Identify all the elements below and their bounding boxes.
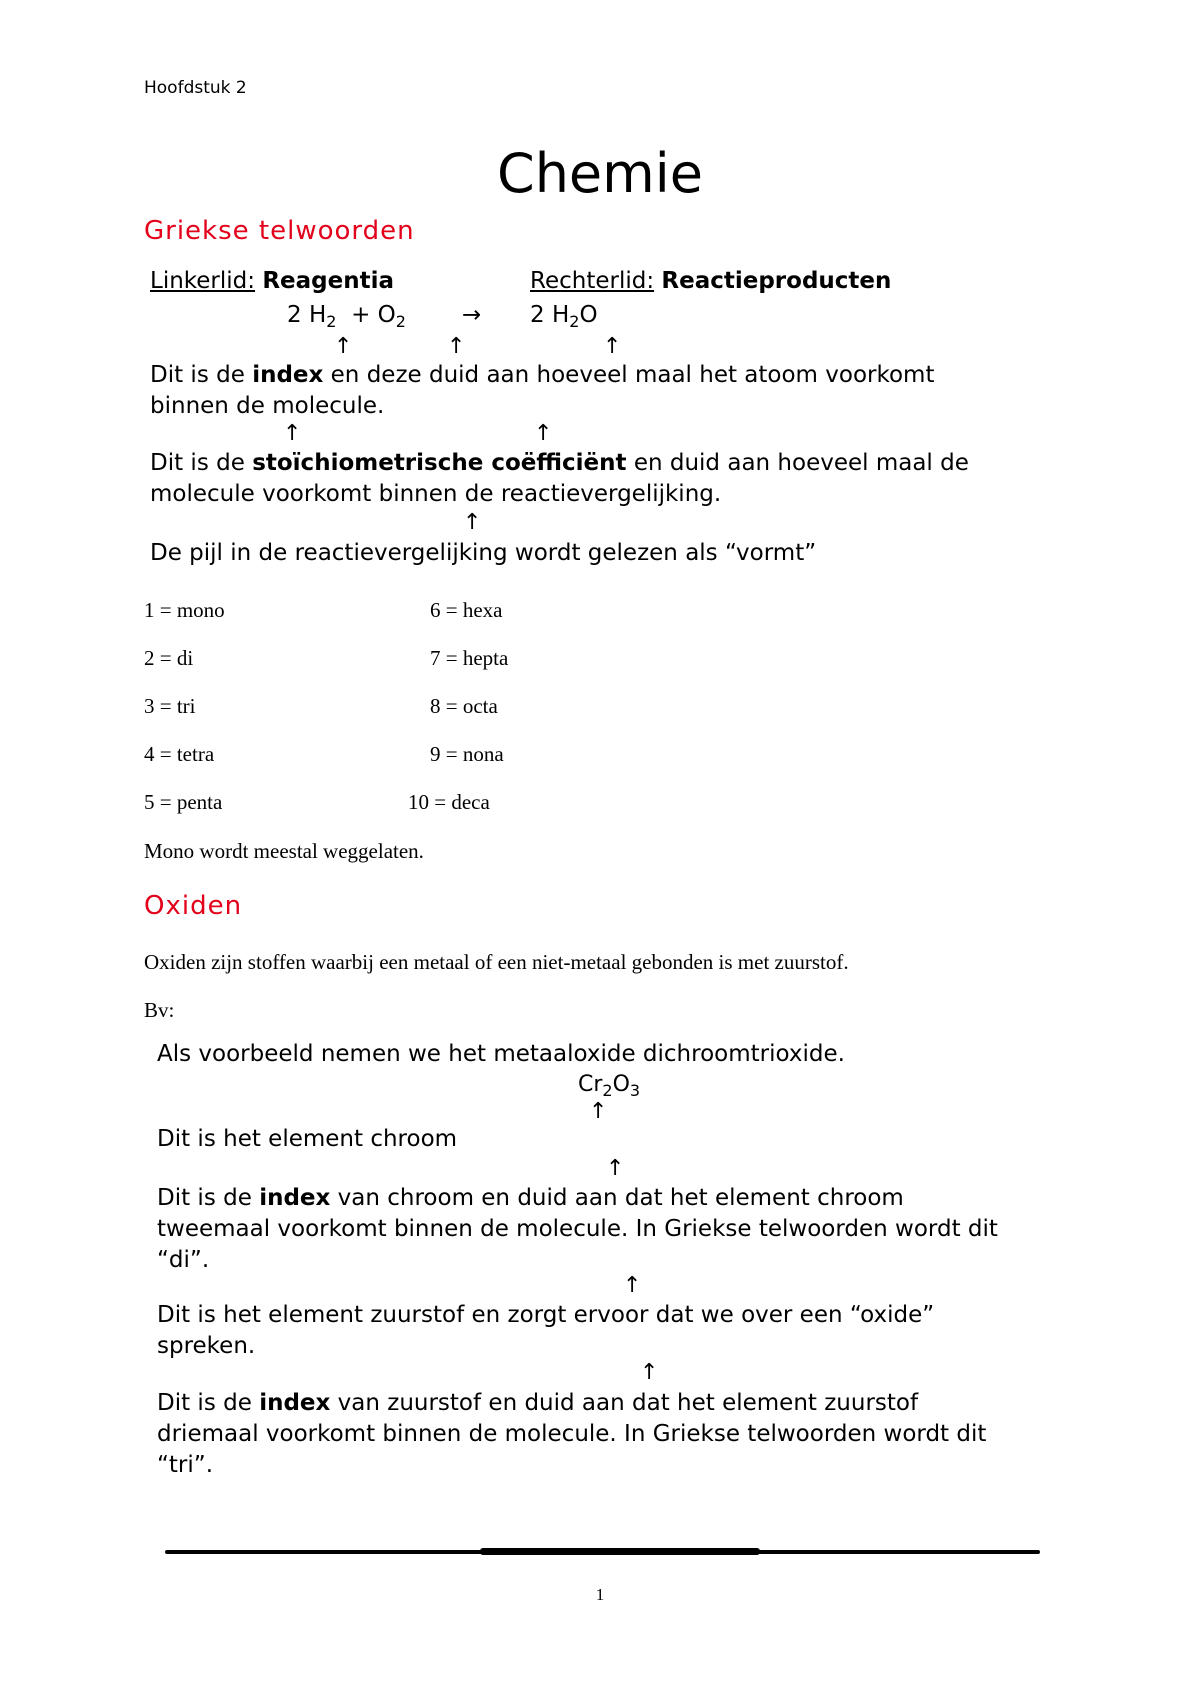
bold-term: index — [252, 362, 324, 388]
text: van chroom en duid aan dat het element chroom — [337, 1185, 904, 1211]
formula-part: Cr — [578, 1072, 603, 1097]
bold-term: index — [259, 1390, 331, 1416]
numeral-item: 2 = di — [144, 646, 194, 670]
numeral-item: 4 = tetra — [144, 742, 215, 766]
coefficient-explanation-line2: molecule voorkomt binnen de reactievergelijking. — [150, 481, 722, 507]
eq-o-end: O — [579, 302, 598, 328]
formula-part: O — [612, 1072, 630, 1097]
numeral-item: 10 = deca — [408, 790, 490, 814]
text: Dit is de — [150, 450, 245, 476]
coefficient-explanation — [150, 450, 969, 476]
bv-label: Bv: — [144, 998, 175, 1022]
numeral-item: 5 = penta — [144, 790, 223, 814]
page-number: 1 — [595, 1585, 605, 1604]
eq-sub: 2 — [395, 312, 406, 331]
numeral-item: 3 = tri — [144, 694, 196, 718]
numeral-item: 7 = hepta — [430, 646, 509, 670]
linkerlid-line — [150, 268, 394, 294]
index-explanation-line2: binnen de molecule. — [150, 393, 385, 419]
up-arrow-icon: ↑ — [623, 1273, 642, 1298]
up-arrow-icon: ↑ — [447, 334, 466, 359]
up-arrow-icon: ↑ — [283, 421, 302, 446]
element-zuurstof: Dit is het element zuurstof en zorgt ervoor dat we over een “oxide” — [157, 1302, 935, 1328]
numeral-item: 9 = nona — [430, 742, 504, 766]
up-arrow-icon: ↑ — [640, 1360, 659, 1385]
up-arrow-icon: ↑ — [463, 510, 482, 535]
numeral-item: 8 = octa — [430, 694, 498, 718]
oxiden-definition: Oxiden zijn stoffen waarbij een metaal of een niet-metaal gebonden is met zuurstof. — [144, 950, 849, 974]
rechterlid-value: Reactieproducten — [661, 268, 892, 294]
up-arrow-icon: ↑ — [334, 334, 353, 359]
formula-sub: 2 — [602, 1081, 613, 1100]
page-title: Chemie — [497, 142, 703, 205]
example-intro: Als voorbeeld nemen we het metaaloxide dichroomtrioxide. — [157, 1041, 845, 1067]
pijl-explanation: De pijl in de reactievergelijking wordt gelezen als “vormt” — [150, 540, 817, 566]
up-arrow-icon: ↑ — [603, 334, 622, 359]
chapter-header: Hoofdstuk 2 — [144, 78, 247, 98]
text: Dit is de — [157, 1390, 252, 1416]
rechterlid-label: Rechterlid: — [530, 268, 655, 294]
numeral-item: 1 = mono — [144, 598, 225, 622]
linkerlid-value: Reagentia — [262, 268, 395, 294]
bold-term: index — [259, 1185, 331, 1211]
eq-sub: 2 — [326, 312, 337, 331]
index-explanation — [150, 362, 934, 388]
up-arrow-icon: ↑ — [589, 1099, 608, 1124]
text: van zuurstof en duid aan dat het element zuurstof — [337, 1390, 919, 1416]
element-zuurstof-line2: spreken. — [157, 1333, 256, 1359]
index-zuurstof-line2: driemaal voorkomt binnen de molecule. In Griekse telwoorden wordt dit — [157, 1421, 987, 1447]
footer-rule-thick — [480, 1548, 760, 1555]
text: Dit is de — [150, 362, 245, 388]
text: en deze duid aan hoeveel maal het atoom voorkomt — [330, 362, 935, 388]
index-chroom-line3: “di”. — [157, 1247, 210, 1273]
eq-o: + O — [351, 302, 396, 328]
index-chroom — [157, 1185, 904, 1211]
eq-sub: 2 — [569, 312, 580, 331]
bold-term: stoïchiometrische coëfficiënt — [252, 450, 627, 476]
index-chroom-line2: tweemaal voorkomt binnen de molecule. In Griekse telwoorden wordt dit — [157, 1216, 998, 1242]
equation-arrow: → — [462, 302, 482, 328]
index-zuurstof-line3: “tri”. — [157, 1452, 214, 1478]
equation-reactants — [287, 302, 406, 331]
formula-cr2o3 — [578, 1072, 641, 1100]
equation-products — [530, 302, 598, 331]
up-arrow-icon: ↑ — [606, 1156, 625, 1181]
eq-h: 2 H — [287, 302, 327, 328]
element-chroom: Dit is het element chroom — [157, 1126, 458, 1152]
text: en duid aan hoeveel maal de — [633, 450, 969, 476]
mono-note: Mono wordt meestal weggelaten. — [144, 839, 424, 863]
linkerlid-label: Linkerlid: — [150, 268, 256, 294]
section-heading-oxiden: Oxiden — [144, 891, 243, 921]
eq-h2: 2 H — [530, 302, 570, 328]
text: Dit is de — [157, 1185, 252, 1211]
up-arrow-icon: ↑ — [534, 421, 553, 446]
section-heading-griekse-telwoorden: Griekse telwoorden — [144, 216, 415, 246]
rechterlid-line — [530, 268, 891, 294]
index-zuurstof — [157, 1390, 918, 1416]
numeral-item: 6 = hexa — [430, 598, 503, 622]
formula-sub: 3 — [629, 1081, 641, 1100]
